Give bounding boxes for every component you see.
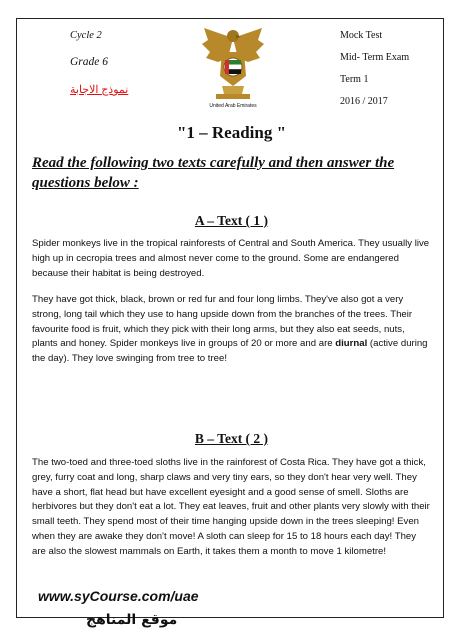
exam-label: Mid- Term Exam xyxy=(340,52,410,63)
text-b-paragraph-1: The two-toed and three-toed sloths live in the rainforest of Costa Rica. They have got a thick, grey, furry coat and long, sharp claws and very tiny ears, so they don't hear very well. They have a short, flat head but have excellent eyesight and a good sense of smell. Sloths are herbivores but they don't eat a lot. They eat leaves, fruit and other plants very slowly with their small teeth. They spend most of their time hanging upside down in the trees sleeping! Even when they are awake they don't move! A sloth can sleep for 15 to 18 hours each day! They are also the slowest mammals on Earth, it takes them a month to move 1 kilometre! xyxy=(32,457,430,557)
header-left xyxy=(70,30,128,111)
text-a-title: A – Text ( 1 ) xyxy=(194,213,269,228)
term-label: Term 1 xyxy=(340,74,369,85)
diurnal-term: diurnal xyxy=(335,338,368,350)
emblem-caption: United Arab Emirates xyxy=(209,103,257,109)
model-answer-label: نموذج الاجابة xyxy=(70,84,129,96)
text-a-paragraph-1: Spider monkeys live in the tropical rainforests of Central and South America. They usually live high up in cecropia trees and almost never come to the ground. Some are endangered because their habitat is being destroyed. xyxy=(32,238,430,279)
cycle-label: Cycle 2 xyxy=(70,30,102,41)
text-a-p2-after: (active during the day). They love swinging from tree to tree! xyxy=(32,338,428,365)
text-b-title: B – Text ( 2 ) xyxy=(194,431,269,446)
text-a-paragraph-2 xyxy=(32,293,430,367)
footer-arabic: موقع المناهج xyxy=(86,612,178,628)
footer-url: www.syCourse.com/uae xyxy=(38,588,199,604)
section-title: "1 – Reading " xyxy=(176,123,287,142)
instructions: Read the following two texts carefully and then answer the questions below : xyxy=(32,155,395,191)
text-a-p2-before: They have got thick, black, brown or red fur and four long limbs. They've also got a very strong, long tail which they use to hang upside down from the branches of the trees. Their favourite food is fruit, which they pick with their long arms, but they also eat seeds, nuts, plants and honey. Spider monkeys live in groups of 20 or more and are xyxy=(32,294,413,350)
year-label: 2016 / 2017 xyxy=(340,96,388,107)
header-right xyxy=(340,30,409,118)
falcon-emblem-icon xyxy=(198,24,268,102)
uae-emblem xyxy=(198,24,268,114)
mock-test-label: Mock Test xyxy=(340,30,383,41)
grade-label: Grade 6 xyxy=(70,56,109,68)
